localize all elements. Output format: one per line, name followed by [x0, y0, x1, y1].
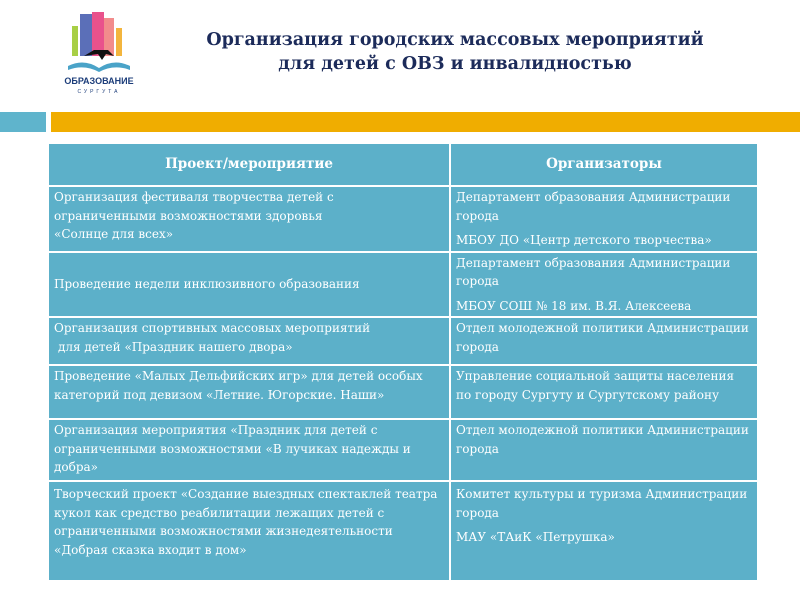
cell-text: Проведение недели инклюзивного образования [54, 277, 360, 291]
cell-text: Организация мероприятия «Праздник для детей с ограниченными возможностями «В лучиках надежды и добра» [54, 423, 411, 474]
decorative-bar-orange [51, 112, 800, 132]
cell-text: МБОУ СОШ № 18 им. В.Я. Алексеева [456, 298, 692, 313]
cell-text: Организация фестиваля творчества детей с [54, 190, 334, 204]
table-row [48, 419, 758, 481]
table-row [48, 252, 758, 318]
svg-text:ОБРАЗОВАНИЕ: ОБРАЗОВАНИЕ [64, 76, 134, 86]
table-row [48, 186, 758, 252]
cell-text: Организация спортивных массовых мероприятий [54, 321, 371, 335]
cell-text: МБОУ ДО «Центр детского творчества» [456, 233, 712, 247]
svg-text:СУРГУТА: СУРГУТА [77, 89, 121, 94]
table-header [48, 143, 758, 186]
header-organizers: Организаторы [450, 143, 758, 186]
cell-text: ограниченными возможностями здоровья [54, 208, 323, 223]
cell-text: МАУ «ТАиК «Петрушка» [456, 530, 615, 544]
table-row [48, 317, 758, 365]
cell-text: Творческий проект «Создание выездных спектаклей театра кукол как средство реабилитации лежащих детей с ограниченными возможностями жизнедеятельности «Добрая сказка входит в дом» [54, 487, 438, 557]
cell-text: Отдел молодежной политики Администрации города [456, 321, 749, 354]
cell-text: Департамент образования Администрации города [456, 190, 731, 223]
cell-text: «Солнце для всех» [54, 227, 174, 241]
title-line-1: Организация городских массовых мероприятий [206, 30, 704, 50]
decorative-bar-blue [0, 112, 46, 132]
cell-text: Проведение «Малых Дельфийских игр» для детей особых категорий под девизом «Летние. Югорские. Наши» [54, 369, 423, 402]
table-row [48, 365, 758, 419]
cell-text: Департамент образования Администрации города [456, 255, 731, 288]
title-line-2: для детей с ОВЗ и инвалидностью [278, 54, 632, 74]
cell-text: Отдел молодежной политики Администрации города [456, 423, 749, 456]
events-table [47, 142, 759, 582]
cell-text: для детей «Праздник нашего двора» [58, 339, 293, 354]
page-title [150, 28, 760, 76]
cell-text: Комитет культуры и туризма Администрации города [456, 487, 748, 520]
logo [64, 8, 134, 94]
cell-text: Управление социальной защиты населения по городу Сургуту и Сургутскому району [456, 369, 735, 402]
table-row [48, 481, 758, 581]
header-project: Проект/мероприятие [48, 143, 450, 186]
